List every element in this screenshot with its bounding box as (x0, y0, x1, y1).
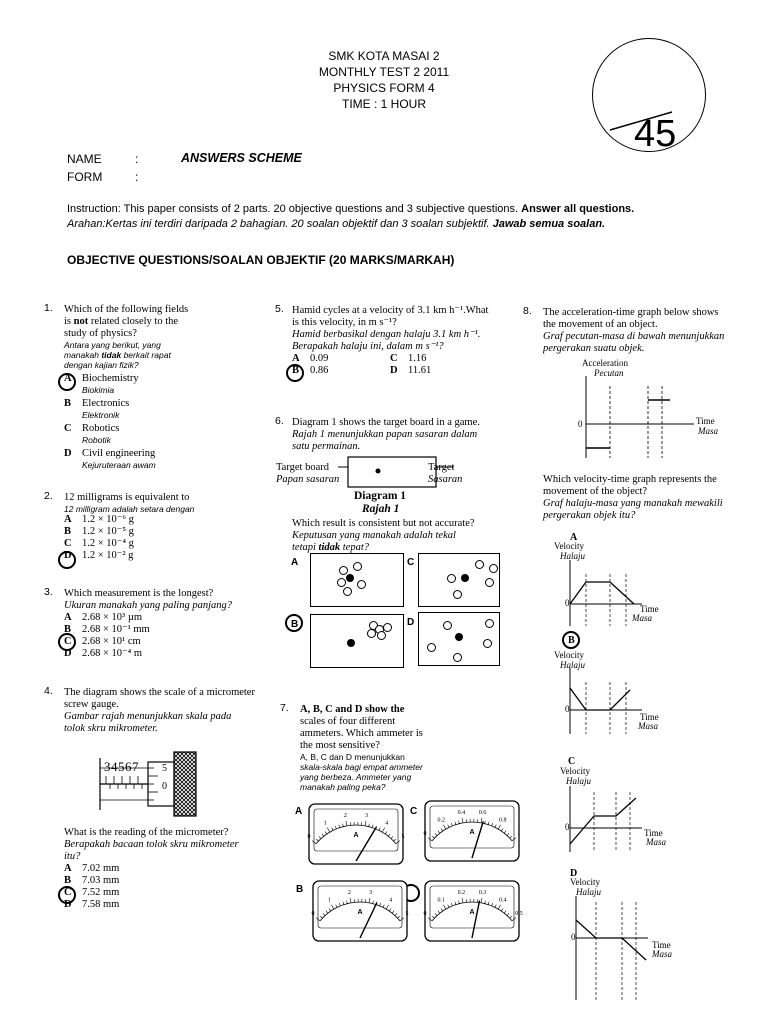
q8d-y-label-ms: Halaju (576, 887, 602, 897)
q6-option-a-label: A (291, 557, 299, 568)
ammeter-scale-label: 0.2 (457, 889, 466, 896)
ammeter-scale-label: 0.6 (478, 809, 487, 816)
q8d-x-label: Time (652, 940, 671, 950)
ammeter-scale-label: 0.1 (437, 897, 446, 904)
q3-option-b[interactable]: B 2.68 × 10⁻¹ mm (64, 624, 150, 635)
ammeter-a[interactable] (308, 803, 404, 865)
q5-option-c[interactable]: C 1.16 (390, 353, 427, 364)
ammeter-scale-label: 0 (307, 834, 311, 841)
diagram1-title: Diagram 1 (354, 490, 407, 502)
time-label: TIME : 1 HOUR (341, 97, 426, 111)
q6-board-a[interactable] (310, 553, 404, 607)
ammeter-scale-label: 0 (423, 831, 427, 838)
q6-stem: Diagram 1 shows the target board in a game. Rajah 1 menunjukkan papan sasaran dalam satu permainan. (292, 417, 480, 452)
q5-number: 5. (275, 303, 284, 315)
name-value: ANSWERS SCHEME (181, 151, 302, 165)
ammeter-scale-label: 5 (401, 834, 405, 841)
form-label: FORM (67, 170, 103, 184)
q4-option-c[interactable]: C 7.52 mm (64, 887, 120, 898)
q6-option-b-label: B (291, 619, 299, 630)
q8-stem: The acceleration-time graph below shows the movement of an object. Graf pecutan-masa di bawah menunjukkan pergerakan suatu objek. (543, 307, 725, 354)
q8c-origin: 0 (565, 822, 570, 832)
ammeter-scale-label: 5 (405, 911, 409, 918)
ammeter-unit: A (469, 829, 475, 836)
target-board-label: Target board Papan sasaran (276, 462, 340, 485)
ammeter-scale-label: 0.4 (498, 897, 507, 904)
ammeter-scale-label: 0 (311, 911, 315, 918)
q5-option-b[interactable]: B 0.86 (292, 365, 329, 376)
q1-option-b[interactable]: B Electronics (64, 398, 130, 409)
q3-block: Which measurement is the longest? Ukuran manakah yang paling panjang? A 2.68 × 10³ µm B 2.68 × 10⁻¹ mm C 2.68 × 10¹ cm D 2.68 × 10⁻⁴ m (64, 588, 264, 660)
q8c-y-label: Velocity (560, 766, 590, 776)
q1-option-c[interactable]: C Robotics (64, 423, 120, 434)
q8d-origin: 0 (571, 932, 576, 942)
q6-option-d-label: D (407, 617, 415, 628)
acc-y-label-ms: Pecutan (594, 368, 624, 378)
q4-question: What is the reading of the micrometer? Berapakah bacaan tolok skru mikrometer itu? A 7.02 mm B 7.03 mm C 7.52 mm D 7.58 mm (64, 827, 274, 911)
q6-board-d[interactable] (418, 612, 500, 666)
q6-board-c[interactable] (418, 553, 500, 607)
q4-stem: The diagram shows the scale of a micrometer screw gauge. Gambar rajah menunjukkan skala pada tolok skru mikrometer. (64, 687, 255, 734)
instruction-en: Instruction: This paper consists of 2 parts. 20 objective questions and 3 subjective questions. Answer all questions. (67, 203, 635, 215)
ammeter-scale-label: 1 (517, 831, 521, 838)
q2-option-a[interactable]: A 1.2 × 10⁻⁶ g (64, 514, 134, 525)
ammeter-scale-label: 0.2 (437, 817, 446, 824)
q4-option-a[interactable]: A 7.02 mm (64, 863, 120, 874)
q8-option-d-label: D (570, 868, 578, 879)
acceleration-time-graph (570, 376, 710, 460)
diagram1-board (338, 455, 488, 489)
q3-number: 3. (44, 586, 53, 598)
q2-number: 2. (44, 490, 53, 502)
ammeter-scale-label: 0.8 (498, 817, 507, 824)
q8a-x-label: Time (640, 604, 659, 614)
name-label: NAME (67, 152, 102, 166)
q4-number: 4. (44, 685, 53, 697)
q8-option-b-label: B (568, 635, 575, 646)
section-title: OBJECTIVE QUESTIONS/SOALAN OBJEKTIF (20 MARKS/MARKAH) (67, 253, 455, 267)
ammeter-unit: A (357, 909, 363, 916)
q6-answer-circle (285, 614, 303, 632)
acc-y-label: Acceleration (582, 358, 628, 368)
q2-answer-circle (58, 551, 76, 569)
q7-stem: A, B, C and D show the scales of four different ammeters. Which ammeter is the most sensitive? A, B, C dan D menunjukkan skala-skala bagi empat ammeter yang berbeza. Ammeter yang manakah paling peka? (300, 704, 423, 792)
acc-x-label-ms: Masa (698, 426, 718, 436)
q6-option-c-label: C (407, 557, 415, 568)
q8c-y-label-ms: Halaju (566, 776, 592, 786)
micrometer-thimble-0: 0 (162, 781, 167, 792)
q5-answer-circle (286, 364, 304, 382)
ammeter-unit: A (469, 909, 475, 916)
ammeter-d[interactable] (423, 880, 523, 942)
instruction-ms: Arahan:Kertas ini terdiri daripada 2 bahagian. 20 soalan objektif dan 3 soalan subjektif. Jawab semua soalan. (67, 218, 606, 230)
q8-question: Which velocity-time graph represents the movement of the object? Graf halaju-masa yang manakah mewakili pergerakan objek itu? (543, 474, 723, 521)
diagram1-title-ms: Rajah 1 (362, 503, 400, 515)
q8b-x-label: Time (640, 712, 659, 722)
ammeter-scale-label: 0.5 (515, 911, 523, 918)
q8-option-c-label: C (568, 756, 576, 767)
q2-block: 12 milligrams is equivalent to 12 milligram adalah setara dengan A 1.2 × 10⁻⁶ g B 1.2 × 10⁻⁵ g C 1.2 × 10⁻⁴ g D 1.2 × 10⁻² g (64, 492, 264, 562)
q8b-origin: 0 (565, 704, 570, 714)
ammeter-scale-label: 0.4 (457, 809, 466, 816)
ammeter-scale-label: 1 (323, 820, 327, 827)
q6-question: Which result is consistent but not accurate? Keputusan yang manakah adalah tekal tetapi tidak tepat? (292, 518, 475, 553)
q6-number: 6. (275, 415, 284, 427)
ammeter-scale-label: 3 (365, 812, 369, 819)
ammeter-scale-label: 1 (327, 897, 331, 904)
q2-option-d[interactable]: D 1.2 × 10⁻² g (64, 550, 134, 561)
q8a-y-label: Velocity (554, 541, 584, 551)
q8d-x-label-ms: Masa (652, 949, 672, 959)
name-colon: : (135, 152, 139, 166)
q4-answer-circle (58, 886, 76, 904)
q7-number: 7. (280, 702, 289, 714)
q1-number: 1. (44, 302, 53, 314)
q3-answer-circle (58, 633, 76, 651)
ammeter-scale-label: 2 (347, 889, 351, 896)
ammeter-scale-label: 4 (389, 897, 393, 904)
micrometer-sleeve-digits: 34567 (104, 759, 139, 774)
score-value: 45 (634, 113, 677, 155)
ammeter-scale-label: 4 (385, 820, 389, 827)
q3-option-c[interactable]: C 2.68 × 10¹ cm (64, 636, 141, 647)
q5-option-d[interactable]: D 11.61 (390, 365, 432, 376)
q3-option-a[interactable]: A 2.68 × 10³ µm (64, 612, 143, 623)
q8c-x-label: Time (644, 828, 663, 838)
q4-option-b[interactable]: B 7.03 mm (64, 875, 120, 886)
acc-x-label: Time (696, 416, 715, 426)
ammeter-c[interactable] (424, 800, 520, 862)
ammeter-unit: A (353, 832, 359, 839)
q8a-x-label-ms: Masa (632, 613, 652, 623)
school-name: SMK KOTA MASAI 2 (328, 49, 440, 63)
q1-answer-circle (58, 373, 76, 391)
q3-option-d[interactable]: D 2.68 × 10⁻⁴ m (64, 648, 143, 659)
q6-board-b[interactable] (310, 614, 404, 668)
q8d-y-label: Velocity (570, 877, 600, 887)
q2-option-c[interactable]: C 1.2 × 10⁻⁴ g (64, 538, 134, 549)
target-label: Target Sasaran (428, 462, 463, 485)
q8b-y-label: Velocity (554, 650, 584, 660)
q7-option-b-label: B (296, 884, 304, 895)
q2-option-b[interactable]: B 1.2 × 10⁻⁵ g (64, 526, 134, 537)
q4-option-d[interactable]: D 7.58 mm (64, 899, 120, 910)
q8a-origin: 0 (565, 598, 570, 608)
q7-option-a-label: A (295, 806, 303, 817)
micrometer-thimble-5: 5 (162, 763, 167, 774)
test-title: MONTHLY TEST 2 2011 (318, 65, 450, 79)
q1-option-d[interactable]: D Civil engineering (64, 448, 156, 459)
q8b-x-label-ms: Masa (638, 721, 658, 731)
ammeter-scale-label: 0.3 (478, 889, 487, 896)
ammeter-scale-label: 0 (423, 911, 427, 918)
q8a-y-label-ms: Halaju (560, 551, 586, 561)
q5-block: Hamid cycles at a velocity of 3.1 km h⁻¹.What is this velocity, in m s⁻¹? Hamid berbasikal dengan halaju 3.1 km h⁻¹. Berapakah halaju ini, dalam m s⁻¹? A 0.09 C 1.16 B 0.86 D 11.61 (292, 305, 489, 376)
q5-option-a[interactable]: A 0.09 (292, 353, 329, 364)
acc-origin: 0 (578, 419, 583, 429)
q8c-x-label-ms: Masa (646, 837, 666, 847)
q1-block: Which of the following fields is not related closely to the study of physics? Antara yang berikut, yang manakah tidak berkait rapat dengan kajian fizik? A Biochemistry Biokimia B Electronics Elektronik C Robotics Robotik D Civil engineering Kejuruteraan awam (64, 304, 264, 470)
ammeter-b[interactable] (312, 880, 408, 942)
q7-option-c-label: C (410, 806, 418, 817)
ammeter-scale-label: 2 (343, 812, 347, 819)
q1-option-a[interactable]: A Biochemistry (64, 373, 139, 384)
form-colon: : (135, 170, 139, 184)
subject-title: PHYSICS FORM 4 (333, 81, 435, 95)
q8-option-a-label: A (570, 532, 578, 543)
q8-number: 8. (523, 305, 532, 317)
q8b-y-label-ms: Halaju (560, 660, 586, 670)
ammeter-scale-label: 3 (369, 889, 373, 896)
velocity-graph-a[interactable] (560, 560, 670, 628)
